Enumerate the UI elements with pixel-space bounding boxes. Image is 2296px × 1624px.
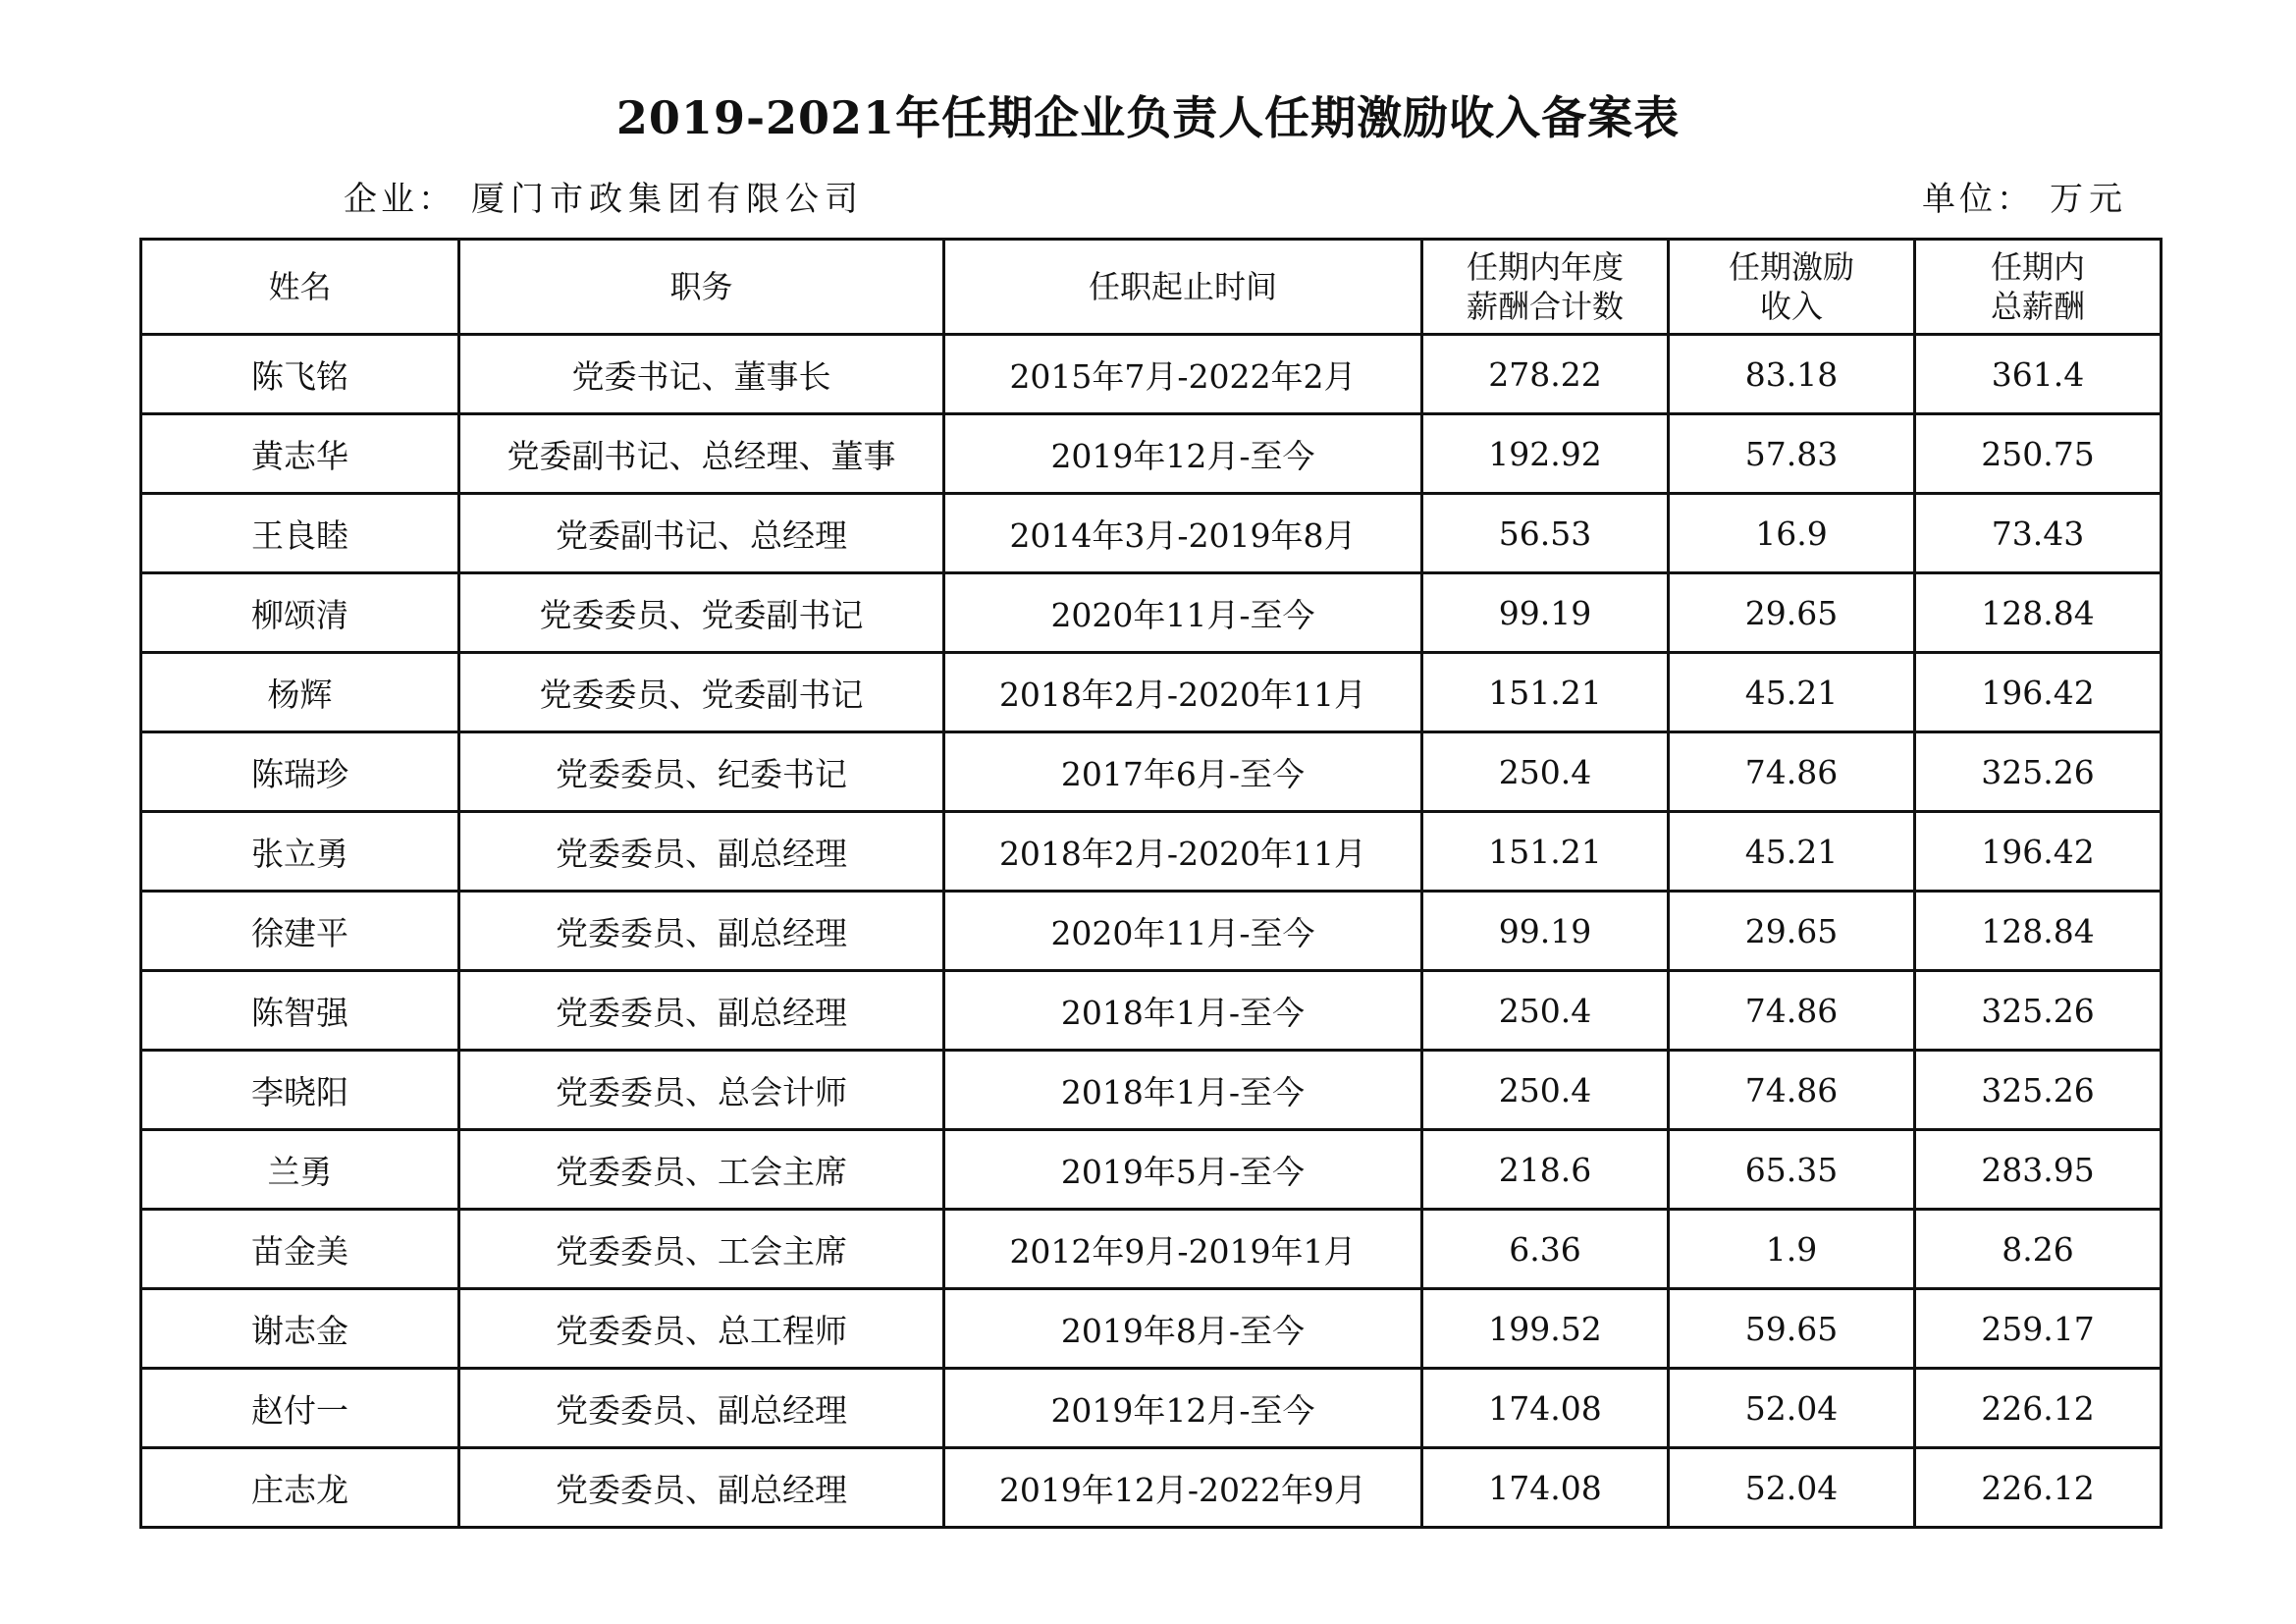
table-row [141, 971, 2162, 1051]
table-row [141, 653, 2162, 732]
header-annual-pay-total [1422, 240, 1669, 335]
cell-incentive-income: 74.86 [1669, 971, 1915, 1051]
cell-total-pay: 196.42 [1915, 653, 2162, 732]
cell-incentive-income: 45.21 [1669, 812, 1915, 892]
table-row [141, 732, 2162, 812]
cell-total-pay: 8.26 [1915, 1210, 2162, 1289]
cell-name: 陈瑞珍 [141, 732, 459, 812]
cell-incentive-income: 29.65 [1669, 573, 1915, 653]
table-row [141, 1130, 2162, 1210]
cell-term: 2018年2月-2020年11月 [944, 653, 1422, 732]
cell-total-pay: 128.84 [1915, 892, 2162, 971]
cell-term: 2019年5月-至今 [944, 1130, 1422, 1210]
cell-total-pay: 196.42 [1915, 812, 2162, 892]
company-label: 企业： [344, 180, 455, 219]
table-row [141, 1369, 2162, 1448]
cell-position: 党委委员、副总经理 [459, 892, 944, 971]
header-line: 职务 [669, 268, 733, 305]
cell-annual-pay-total: 56.53 [1422, 494, 1669, 573]
table-row [141, 1051, 2162, 1130]
page-title: 2019-2021年任期企业负责人任期激励收入备案表 [615, 91, 1681, 144]
cell-name: 杨辉 [141, 653, 459, 732]
cell-term: 2015年7月-2022年2月 [944, 335, 1422, 414]
header-line: 任期内年度 [1466, 248, 1624, 286]
cell-position: 党委委员、纪委书记 [459, 732, 944, 812]
cell-total-pay: 259.17 [1915, 1289, 2162, 1369]
cell-position: 党委委员、副总经理 [459, 1369, 944, 1448]
cell-name: 张立勇 [141, 812, 459, 892]
cell-annual-pay-total: 192.92 [1422, 414, 1669, 494]
cell-incentive-income: 83.18 [1669, 335, 1915, 414]
cell-position: 党委委员、党委副书记 [459, 573, 944, 653]
table-body [141, 335, 2162, 1528]
unit-line [1922, 177, 2128, 222]
cell-incentive-income: 57.83 [1669, 414, 1915, 494]
cell-position: 党委委员、工会主席 [459, 1210, 944, 1289]
cell-name: 庄志龙 [141, 1448, 459, 1528]
cell-name: 李晓阳 [141, 1051, 459, 1130]
cell-annual-pay-total: 99.19 [1422, 573, 1669, 653]
cell-position: 党委委员、副总经理 [459, 812, 944, 892]
cell-term: 2019年8月-至今 [944, 1289, 1422, 1369]
header-name [141, 240, 459, 335]
cell-annual-pay-total: 6.36 [1422, 1210, 1669, 1289]
cell-annual-pay-total: 174.08 [1422, 1369, 1669, 1448]
cell-term: 2020年11月-至今 [944, 573, 1422, 653]
company-name: 厦门市政集团有限公司 [471, 180, 864, 219]
cell-incentive-income: 45.21 [1669, 653, 1915, 732]
cell-total-pay: 325.26 [1915, 1051, 2162, 1130]
cell-annual-pay-total: 250.4 [1422, 971, 1669, 1051]
unit-label: 单位： [1922, 180, 2034, 219]
cell-annual-pay-total: 174.08 [1422, 1448, 1669, 1528]
cell-position: 党委委员、总工程师 [459, 1289, 944, 1369]
table-row [141, 1210, 2162, 1289]
cell-total-pay: 361.4 [1915, 335, 2162, 414]
header-line: 薪酬合计数 [1466, 288, 1624, 325]
cell-annual-pay-total: 250.4 [1422, 732, 1669, 812]
header-line: 任期内 [1990, 248, 2085, 286]
cell-incentive-income: 74.86 [1669, 732, 1915, 812]
cell-name: 柳颂清 [141, 573, 459, 653]
header-incentive-income [1669, 240, 1915, 335]
cell-annual-pay-total: 151.21 [1422, 812, 1669, 892]
header-position [459, 240, 944, 335]
cell-annual-pay-total: 278.22 [1422, 335, 1669, 414]
cell-position: 党委委员、总会计师 [459, 1051, 944, 1130]
header-line: 任职起止时间 [1088, 268, 1277, 305]
cell-position: 党委委员、副总经理 [459, 971, 944, 1051]
cell-annual-pay-total: 151.21 [1422, 653, 1669, 732]
cell-position: 党委副书记、总经理、董事 [459, 414, 944, 494]
cell-name: 赵付一 [141, 1369, 459, 1448]
cell-term: 2019年12月-至今 [944, 1369, 1422, 1448]
cell-total-pay: 325.26 [1915, 732, 2162, 812]
cell-total-pay: 226.12 [1915, 1369, 2162, 1448]
cell-total-pay: 226.12 [1915, 1448, 2162, 1528]
incentive-income-table [139, 238, 2163, 1529]
table-row [141, 573, 2162, 653]
table-row [141, 1289, 2162, 1369]
table-row [141, 335, 2162, 414]
cell-name: 苗金美 [141, 1210, 459, 1289]
cell-annual-pay-total: 99.19 [1422, 892, 1669, 971]
cell-term: 2018年1月-至今 [944, 1051, 1422, 1130]
cell-term: 2018年2月-2020年11月 [944, 812, 1422, 892]
header-line: 姓名 [268, 268, 332, 305]
table-row [141, 414, 2162, 494]
cell-term: 2019年12月-至今 [944, 414, 1422, 494]
table-row [141, 494, 2162, 573]
unit-value: 万元 [2050, 180, 2128, 219]
cell-incentive-income: 52.04 [1669, 1369, 1915, 1448]
cell-term: 2019年12月-2022年9月 [944, 1448, 1422, 1528]
cell-term: 2012年9月-2019年1月 [944, 1210, 1422, 1289]
header-line: 总薪酬 [1990, 288, 2085, 325]
table-header-row [141, 240, 2162, 335]
cell-total-pay: 325.26 [1915, 971, 2162, 1051]
cell-name: 兰勇 [141, 1130, 459, 1210]
cell-term: 2014年3月-2019年8月 [944, 494, 1422, 573]
table-row [141, 1448, 2162, 1528]
cell-total-pay: 73.43 [1915, 494, 2162, 573]
cell-total-pay: 250.75 [1915, 414, 2162, 494]
cell-annual-pay-total: 218.6 [1422, 1130, 1669, 1210]
company-line [344, 177, 864, 222]
cell-name: 陈智强 [141, 971, 459, 1051]
header-line: 收入 [1759, 288, 1823, 325]
table-row [141, 892, 2162, 971]
cell-total-pay: 283.95 [1915, 1130, 2162, 1210]
cell-name: 谢志金 [141, 1289, 459, 1369]
cell-incentive-income: 65.35 [1669, 1130, 1915, 1210]
cell-position: 党委委员、副总经理 [459, 1448, 944, 1528]
cell-total-pay: 128.84 [1915, 573, 2162, 653]
header-line: 任期激励 [1728, 248, 1854, 286]
cell-position: 党委副书记、总经理 [459, 494, 944, 573]
cell-name: 陈飞铭 [141, 335, 459, 414]
cell-term: 2020年11月-至今 [944, 892, 1422, 971]
header-term [944, 240, 1422, 335]
cell-position: 党委书记、董事长 [459, 335, 944, 414]
cell-position: 党委委员、工会主席 [459, 1130, 944, 1210]
cell-incentive-income: 16.9 [1669, 494, 1915, 573]
cell-name: 黄志华 [141, 414, 459, 494]
table-row [141, 812, 2162, 892]
cell-term: 2018年1月-至今 [944, 971, 1422, 1051]
cell-annual-pay-total: 199.52 [1422, 1289, 1669, 1369]
cell-incentive-income: 59.65 [1669, 1289, 1915, 1369]
header-total-pay [1915, 240, 2162, 335]
cell-position: 党委委员、党委副书记 [459, 653, 944, 732]
cell-term: 2017年6月-至今 [944, 732, 1422, 812]
cell-name: 王良睦 [141, 494, 459, 573]
cell-incentive-income: 52.04 [1669, 1448, 1915, 1528]
cell-annual-pay-total: 250.4 [1422, 1051, 1669, 1130]
cell-incentive-income: 29.65 [1669, 892, 1915, 971]
cell-name: 徐建平 [141, 892, 459, 971]
cell-incentive-income: 1.9 [1669, 1210, 1915, 1289]
cell-incentive-income: 74.86 [1669, 1051, 1915, 1130]
